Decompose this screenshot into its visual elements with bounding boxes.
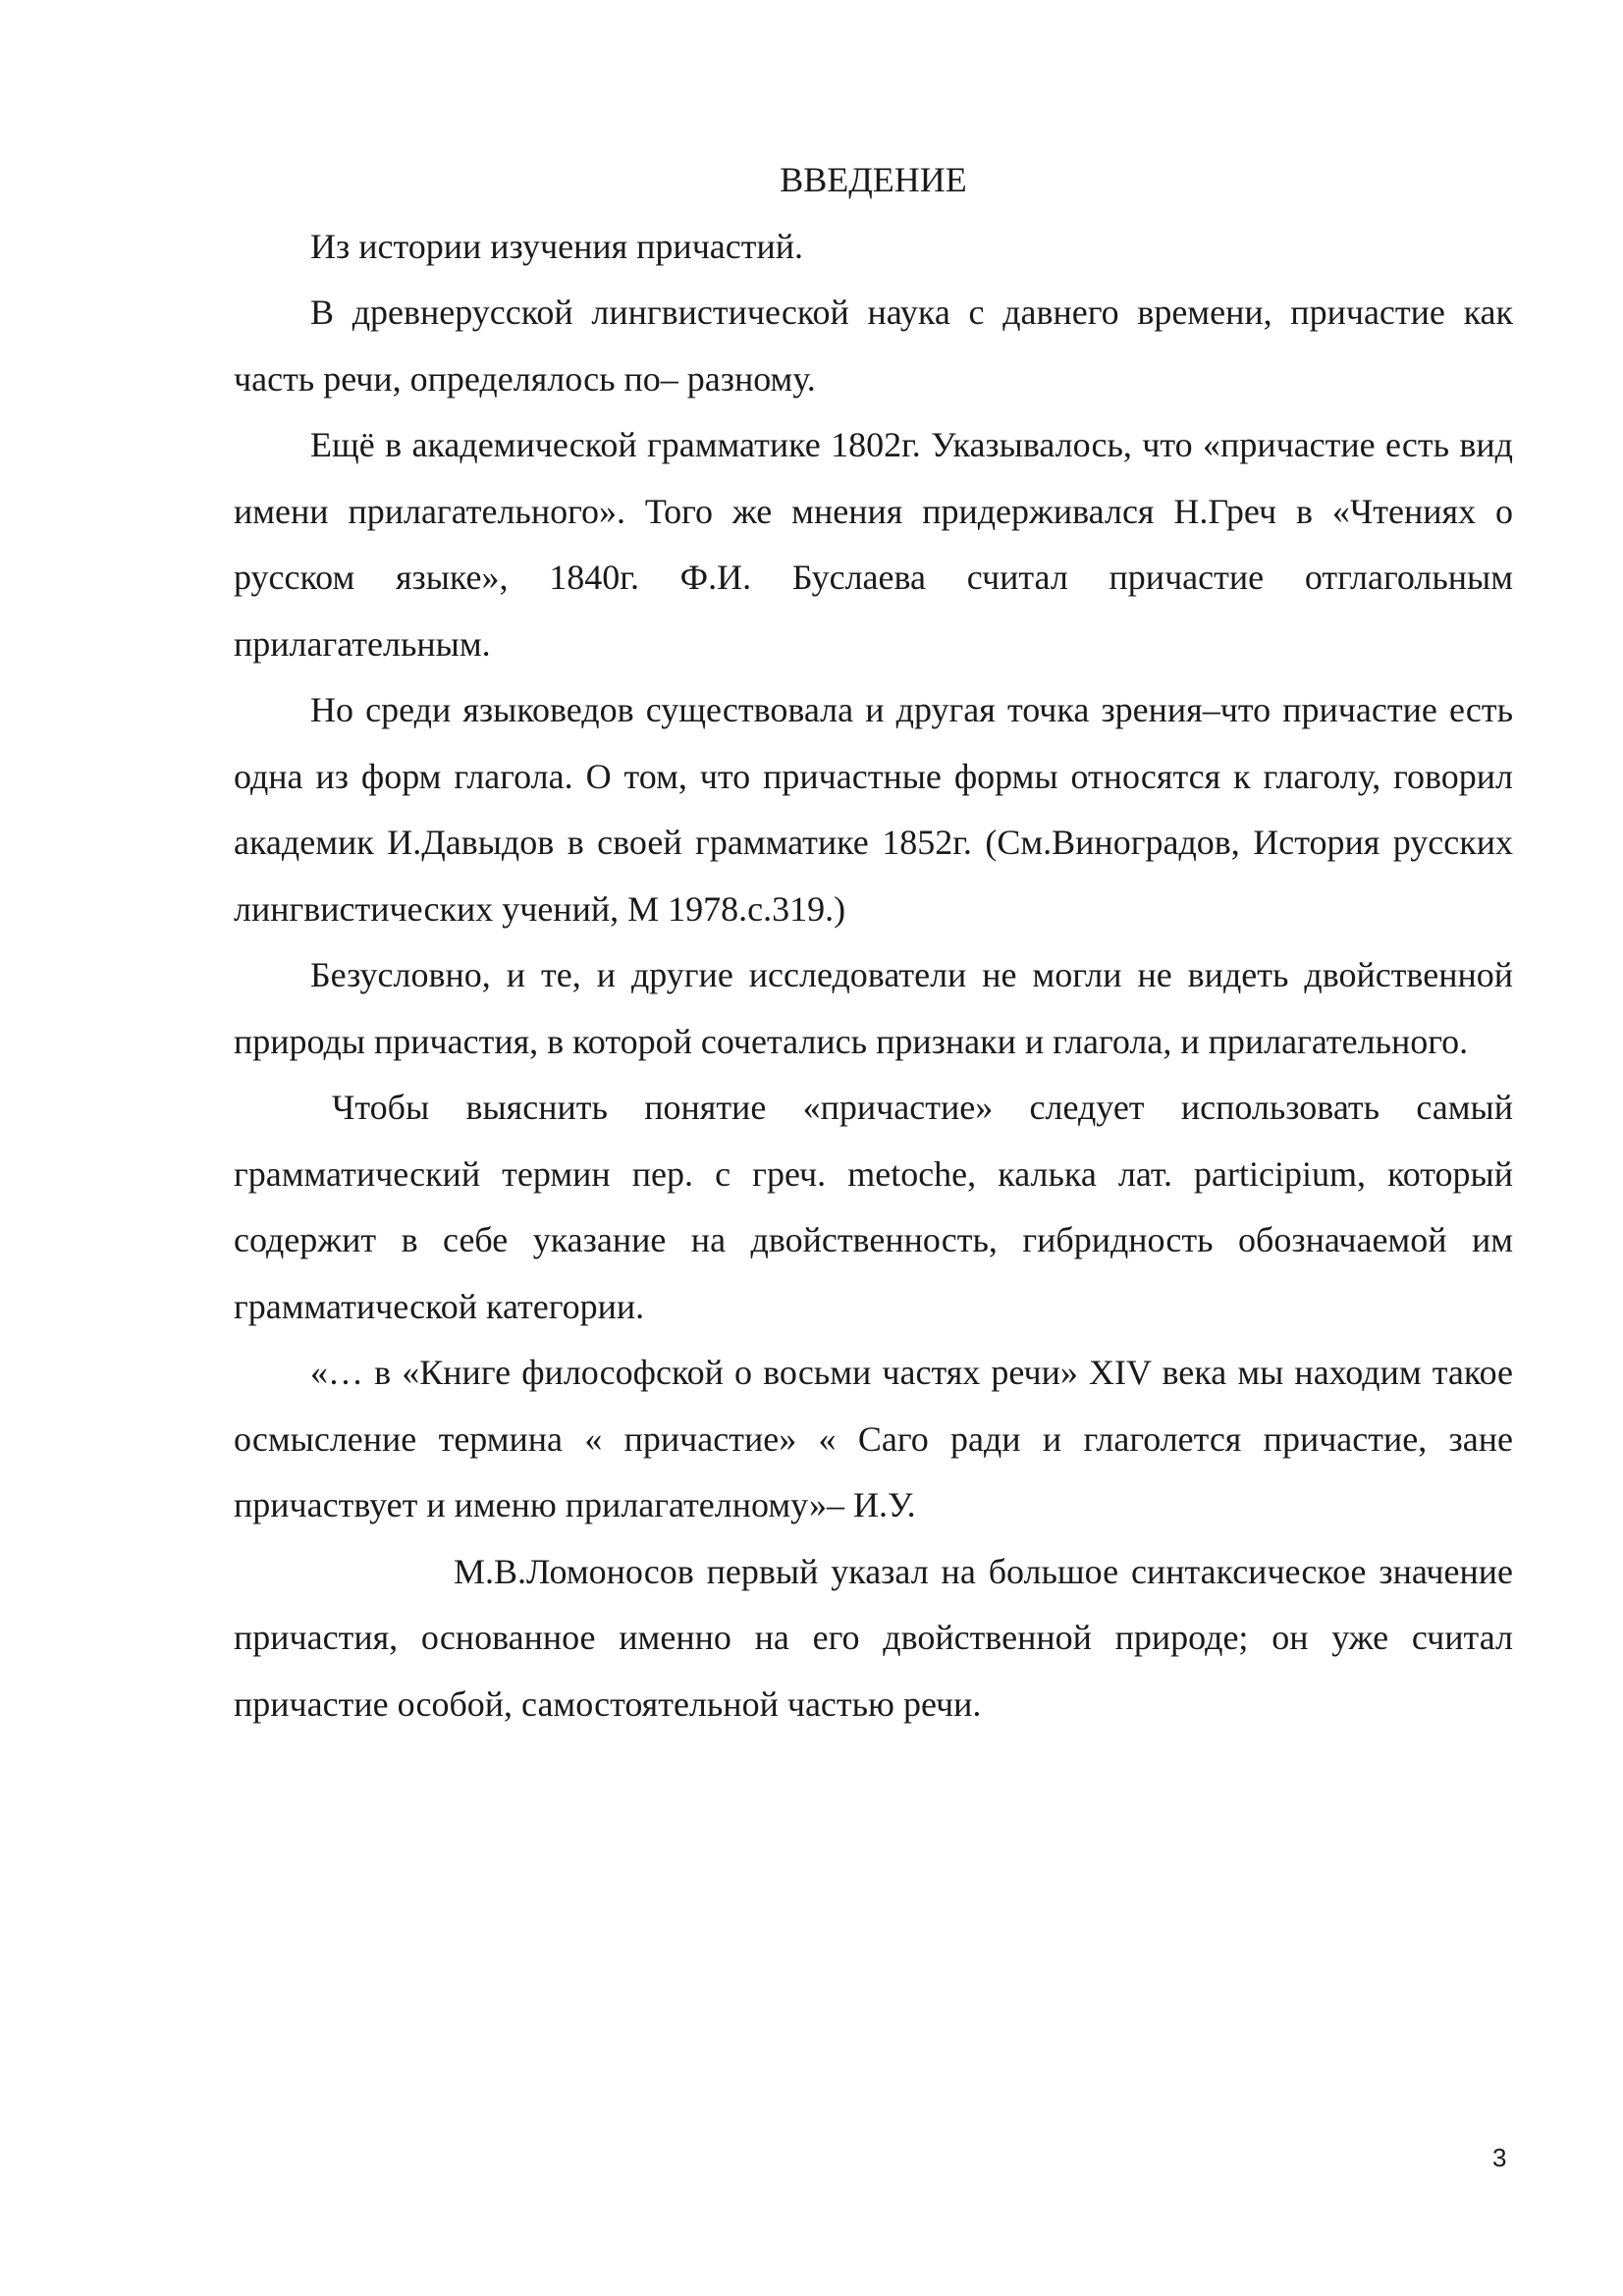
paragraph: «… в «Книге философской о восьми частях речи» XIV века мы находим такое осмысление термина « причастие» « Саго ради и глаголется причастие, зане причаствует и именю прилагателному»– И.У. xyxy=(234,1353,1513,1524)
document-body xyxy=(234,147,1513,1737)
paragraph: Безусловно, и те, и другие исследователи не могли не видеть двойственной природы причастия, в которой сочетались признаки и глагола, и прилагательного. xyxy=(234,955,1513,1061)
paragraph: М.В.Ломоносов первый указал на большое синтаксическое значение причастия, основанное именно на его двойственной природе; он уже считал причастие особой, самостоятельной частью речи. xyxy=(234,1551,1513,1724)
page-number: 3 xyxy=(1492,2143,1507,2172)
paragraph: Чтобы выяснить понятие «причастие» следует использовать самый грамматический термин пер. с греч. metoche, калька лат. participium, который содержит в себе указание на двойственность, гибридность обозначаемой им грамматической категории. xyxy=(234,1088,1513,1326)
page-title: ВВЕДЕНИЕ xyxy=(780,160,967,199)
paragraph: В древнерусской лингвистической наука с давнего времени, причастие как часть речи, определялось по– разному. xyxy=(234,293,1513,399)
paragraph: Но среди языковедов существовала и другая точка зрения–что причастие есть одна из форм глагола. О том, что причастные формы относятся к глаголу, говорил академик И.Давыдов в своей грамматике 1852г. (См.Виноградов, История русских лингвистических учений, М 1978.с.319.) xyxy=(234,690,1513,929)
paragraph: Ещё в академической грамматике 1802г. Указывалось, что «причастие есть вид имени прилагательного». Того же мнения придерживался Н.Греч в «Чтениях о русском языке», 1840г. Ф.И. Буслаева считал причастие отглагольным прилагательным. xyxy=(234,425,1513,664)
paragraph-subtitle: Из истории изучения причастий. xyxy=(310,226,804,266)
